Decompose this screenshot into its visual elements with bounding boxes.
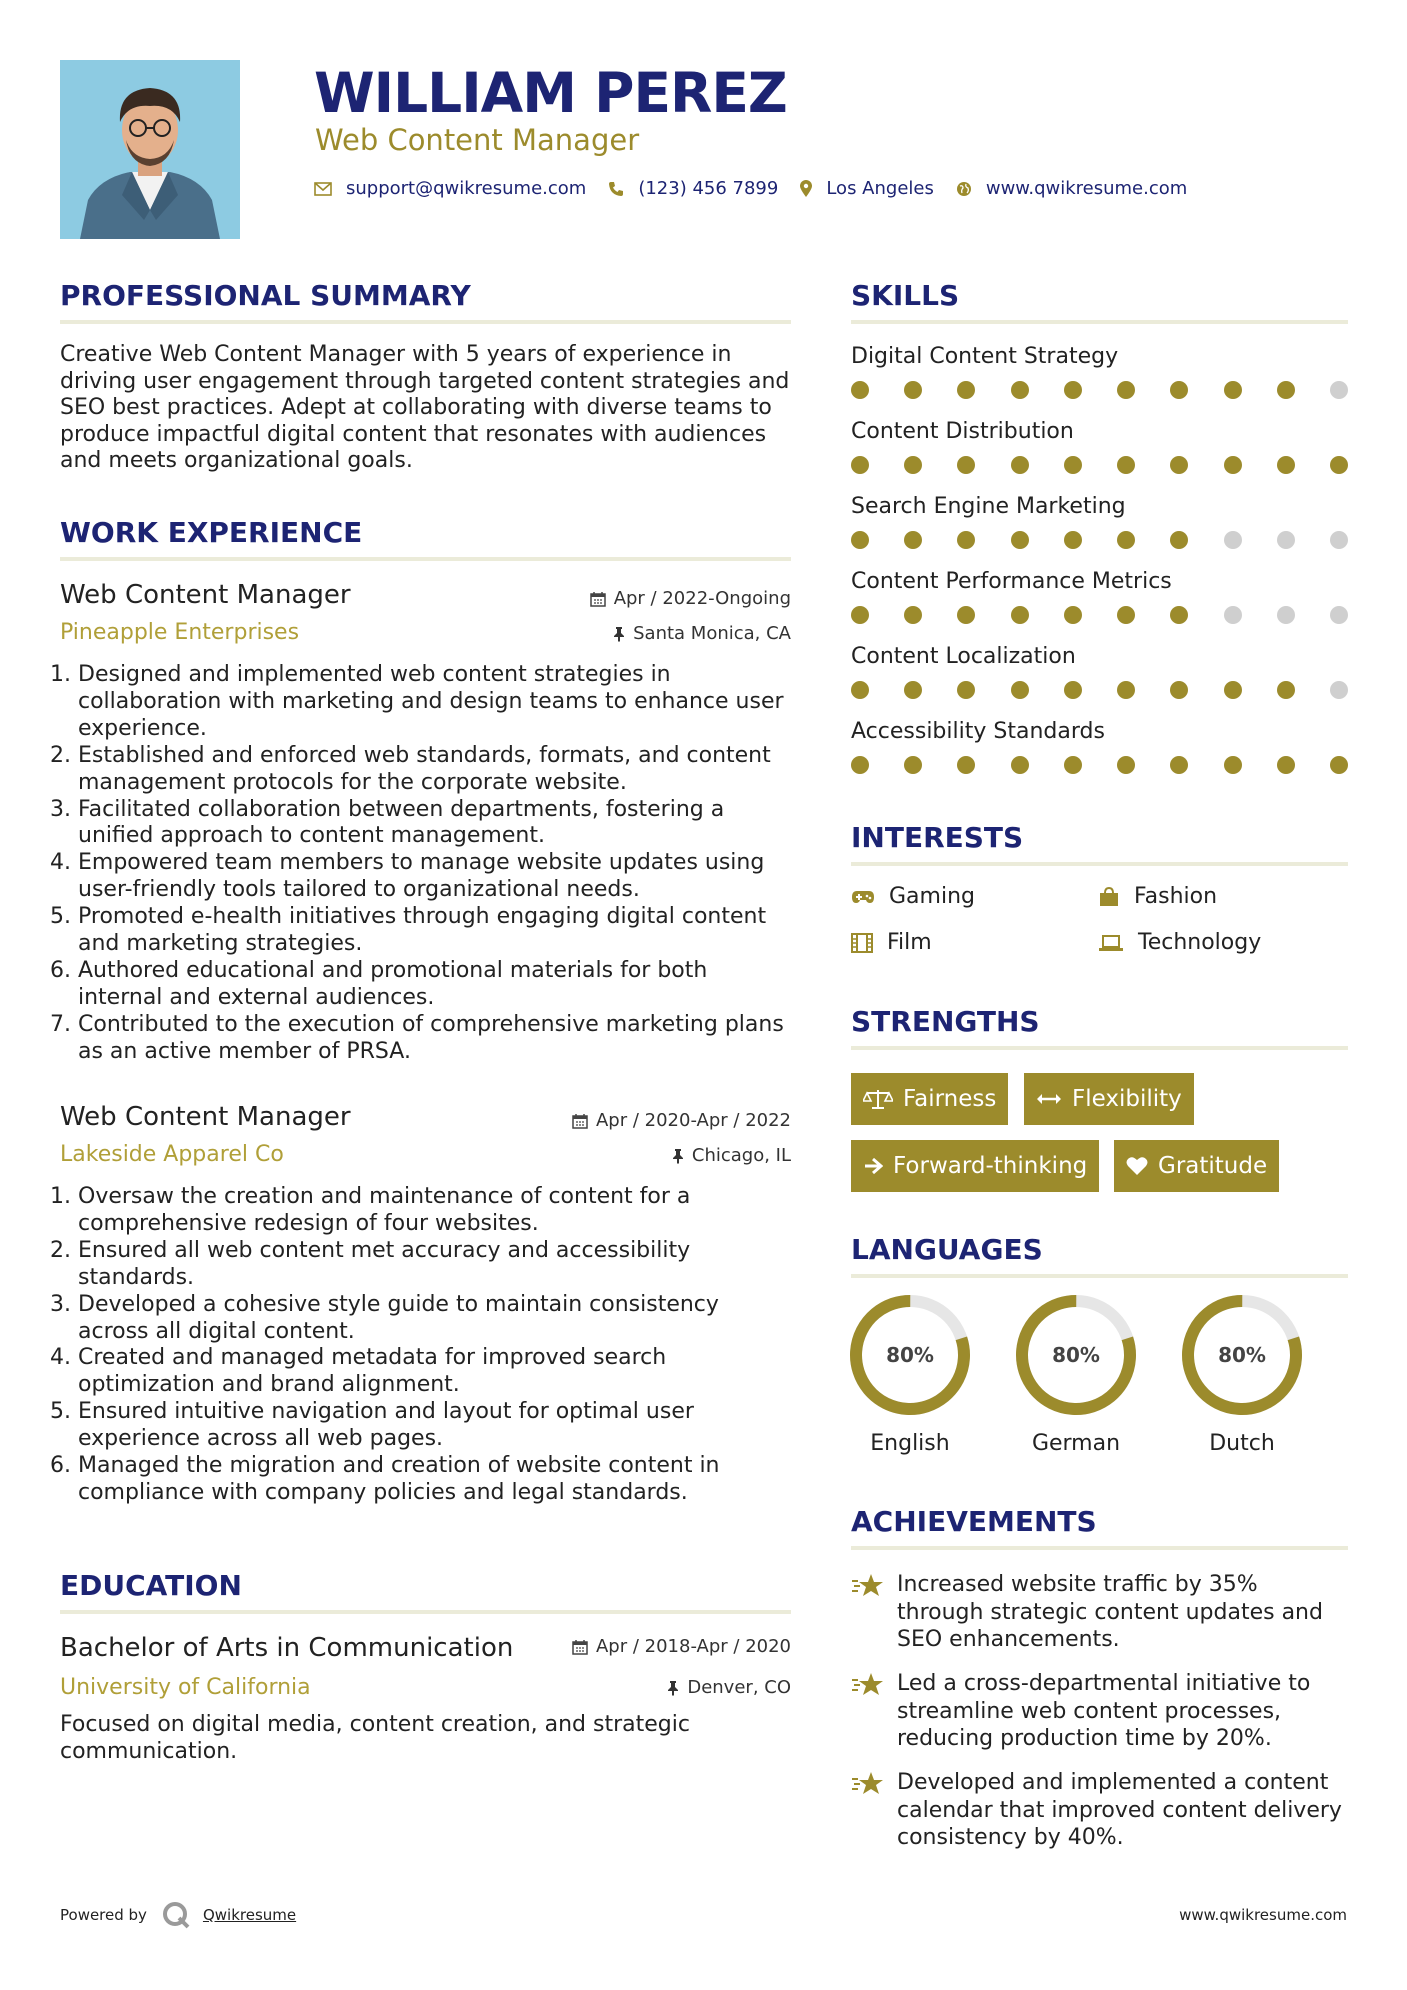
strengths-heading: STRENGTHS xyxy=(851,1005,1040,1038)
skill-rating xyxy=(851,531,1348,549)
gamepad-icon xyxy=(851,889,875,905)
calendar-icon xyxy=(572,1113,588,1129)
star-icon xyxy=(851,1571,897,1654)
skill-dot-filled xyxy=(957,756,975,774)
skill-label: Digital Content Strategy xyxy=(851,344,1119,369)
heart-icon xyxy=(1126,1156,1148,1176)
interests-divider xyxy=(851,862,1348,866)
education-description: Focused on digital media, content creation, and strategic communication. xyxy=(60,1712,690,1764)
list-item: 1. Oversaw the creation and maintenance of content for a comprehensive redesign of four websites. xyxy=(78,1184,760,1238)
skill-dot-filled xyxy=(1224,756,1242,774)
arrows-horizontal-icon xyxy=(1036,1092,1062,1106)
achievement-item xyxy=(851,1670,1351,1753)
skill-rating xyxy=(851,681,1348,699)
skill-dot-filled xyxy=(1064,531,1082,549)
skill-label: Accessibility Standards xyxy=(851,719,1105,744)
list-item: 2. Established and enforced web standards, formats, and content management protocols for the corporate website. xyxy=(78,743,795,797)
education-divider xyxy=(60,1610,791,1614)
skill-dot-filled xyxy=(851,756,869,774)
qwikresume-link[interactable]: Qwikresume xyxy=(202,1906,297,1924)
skill-dot-filled xyxy=(1117,756,1135,774)
skill-dot-filled xyxy=(957,606,975,624)
skill-dot-empty xyxy=(1277,531,1295,549)
skill-dot-empty xyxy=(1330,531,1348,549)
skill-rating xyxy=(851,456,1348,474)
star-icon xyxy=(851,1769,897,1852)
education-dates xyxy=(572,1636,791,1658)
skill-dot-filled xyxy=(851,606,869,624)
skill-dot-filled xyxy=(1064,681,1082,699)
strength-tag xyxy=(1114,1140,1279,1192)
footer-powered-by xyxy=(60,1900,296,1930)
skill-dot-filled xyxy=(1011,456,1029,474)
summary-text: Creative Web Content Manager with 5 years of experience in driving user engagement through targeted content strategies and SEO best practices. Adept at collaborating with diverse teams to produce impactful digital content that resonates with audiences and meets organizational goals. xyxy=(60,342,790,473)
education-heading: EDUCATION xyxy=(60,1569,242,1602)
education-location-text: Denver, CO xyxy=(687,1677,791,1698)
interest-label: Gaming xyxy=(889,884,975,909)
list-item: 5. Promoted e-health initiatives through engaging digital content and marketing strategies. xyxy=(78,904,795,958)
skill-dot-filled xyxy=(957,456,975,474)
education-dates-text: Apr / 2018-Apr / 2020 xyxy=(595,1636,791,1657)
skill-dot-filled xyxy=(851,531,869,549)
strength-label: Fairness xyxy=(903,1086,997,1112)
calendar-icon xyxy=(590,591,606,607)
skill-dot-filled xyxy=(1117,456,1135,474)
candidate-name: WILLIAM PEREZ xyxy=(314,61,787,125)
skill-label: Content Distribution xyxy=(851,419,1074,444)
strength-label: Gratitude xyxy=(1158,1153,1268,1179)
film-icon xyxy=(851,933,873,953)
skill-dot-filled xyxy=(1170,381,1188,399)
skill-dot-filled xyxy=(1117,381,1135,399)
arrow-right-icon xyxy=(863,1157,883,1175)
powered-by-label: Powered by xyxy=(60,1906,147,1924)
skill-dot-filled xyxy=(1277,381,1295,399)
list-item: 5. Ensured intuitive navigation and layout for optimal user experience across all web pages. xyxy=(78,1399,760,1453)
skill-dot-empty xyxy=(1330,381,1348,399)
skill-dot-filled xyxy=(1277,681,1295,699)
language-percent: 80% xyxy=(886,1343,934,1367)
job-location-text: Santa Monica, CA xyxy=(633,623,791,644)
list-item: 3. Facilitated collaboration between departments, fostering a unified approach to content management. xyxy=(78,797,795,851)
calendar-icon xyxy=(572,1639,588,1655)
skill-dot-filled xyxy=(1277,756,1295,774)
balance-scale-icon xyxy=(863,1088,893,1110)
skills-heading: SKILLS xyxy=(851,279,960,312)
skill-dot-filled xyxy=(1170,681,1188,699)
list-item: 6. Authored educational and promotional materials for both internal and external audiences. xyxy=(78,958,795,1012)
job-dates-text: Apr / 2020-Apr / 2022 xyxy=(595,1110,791,1131)
star-icon xyxy=(851,1670,897,1753)
skill-dot-filled xyxy=(1011,606,1029,624)
skill-dot-filled xyxy=(1011,381,1029,399)
skill-label: Search Engine Marketing xyxy=(851,494,1126,519)
interest-item xyxy=(1098,883,1217,911)
interest-label: Film xyxy=(887,930,932,955)
strength-label: Forward-thinking xyxy=(893,1153,1088,1179)
skill-dot-filled xyxy=(1064,456,1082,474)
skill-dot-filled xyxy=(957,381,975,399)
skill-dot-filled xyxy=(1117,681,1135,699)
list-item: 4. Created and managed metadata for improved search optimization and brand alignment. xyxy=(78,1345,760,1399)
candidate-title: Web Content Manager xyxy=(315,123,640,157)
achievement-text: Led a cross-departmental initiative to streamline web content processes, reducing production time by 20%. xyxy=(897,1671,1311,1751)
contact-email[interactable]: support@qwikresume.com xyxy=(346,178,587,199)
contact-location: Los Angeles xyxy=(826,178,934,199)
skill-dot-filled xyxy=(1117,531,1135,549)
skill-dot-filled xyxy=(1170,531,1188,549)
achievement-item xyxy=(851,1769,1351,1852)
interest-item xyxy=(851,929,932,957)
list-item: 3. Developed a cohesive style guide to maintain consistency across all digital content. xyxy=(78,1292,760,1346)
skill-dot-filled xyxy=(1170,456,1188,474)
strength-tag xyxy=(851,1140,1099,1192)
skill-dot-filled xyxy=(1011,756,1029,774)
strength-tag xyxy=(851,1073,1008,1125)
job-responsibilities xyxy=(60,1184,760,1507)
skill-dot-filled xyxy=(957,681,975,699)
skill-dot-filled xyxy=(1011,681,1029,699)
experience-heading: WORK EXPERIENCE xyxy=(60,516,363,549)
laptop-icon xyxy=(1098,934,1124,952)
shopping-bag-icon xyxy=(1098,887,1120,907)
language-percent: 80% xyxy=(1052,1343,1100,1367)
strengths-divider xyxy=(851,1046,1348,1050)
languages-heading: LANGUAGES xyxy=(851,1233,1043,1266)
footer-website[interactable]: www.qwikresume.com xyxy=(1179,1906,1347,1924)
job-location-text: Chicago, IL xyxy=(691,1145,791,1166)
education-degree: Bachelor of Arts in Communication xyxy=(60,1633,514,1663)
achievement-text: Increased website traffic by 35% through strategic content updates and SEO enhancements. xyxy=(897,1572,1323,1652)
skill-dot-filled xyxy=(1170,606,1188,624)
skill-dot-filled xyxy=(904,381,922,399)
contact-bar xyxy=(314,178,1209,199)
profile-photo xyxy=(60,60,240,239)
qwikresume-logo-icon xyxy=(161,1900,191,1930)
pushpin-icon xyxy=(613,626,625,642)
list-item: 2. Ensured all web content met accuracy and accessibility standards. xyxy=(78,1238,760,1292)
language-name: English xyxy=(870,1431,950,1456)
list-item: 6. Managed the migration and creation of website content in compliance with company policies and legal standards. xyxy=(78,1453,760,1507)
education-location xyxy=(667,1677,791,1699)
skill-dot-filled xyxy=(1330,756,1348,774)
experience-divider xyxy=(60,557,791,561)
phone-icon xyxy=(608,181,624,197)
contact-website[interactable]: www.qwikresume.com xyxy=(985,178,1188,199)
skill-rating xyxy=(851,381,1348,399)
interest-label: Technology xyxy=(1138,930,1262,955)
achievement-item xyxy=(851,1571,1351,1654)
skill-dot-filled xyxy=(1224,456,1242,474)
interest-item xyxy=(1098,929,1261,957)
language-name: German xyxy=(1031,1431,1121,1456)
job-dates xyxy=(572,1110,791,1132)
skill-dot-empty xyxy=(1330,681,1348,699)
languages-divider xyxy=(851,1274,1348,1278)
interests-heading: INTERESTS xyxy=(851,821,1024,854)
skill-dot-filled xyxy=(1277,456,1295,474)
language-name: Dutch xyxy=(1209,1431,1275,1456)
job-dates xyxy=(590,588,791,610)
skill-dot-filled xyxy=(1117,606,1135,624)
skill-dot-empty xyxy=(1277,606,1295,624)
job-title: Web Content Manager xyxy=(60,580,351,610)
contact-phone[interactable]: (123) 456 7899 xyxy=(638,178,779,199)
strength-tag xyxy=(1024,1073,1194,1125)
education-school: University of California xyxy=(60,1675,311,1700)
skill-dot-filled xyxy=(957,531,975,549)
job-location xyxy=(672,1145,791,1167)
pushpin-icon xyxy=(667,1680,679,1696)
skill-dot-filled xyxy=(1064,606,1082,624)
interest-item xyxy=(851,883,975,911)
list-item: 7. Contributed to the execution of comprehensive marketing plans as an active member of PRSA. xyxy=(78,1012,795,1066)
skill-dot-filled xyxy=(1224,381,1242,399)
job-company: Pineapple Enterprises xyxy=(60,620,300,645)
job-dates-text: Apr / 2022-Ongoing xyxy=(613,588,791,609)
skill-dot-empty xyxy=(1224,531,1242,549)
skill-label: Content Localization xyxy=(851,644,1076,669)
envelope-icon xyxy=(314,182,332,196)
pushpin-icon xyxy=(672,1148,684,1164)
summary-heading: PROFESSIONAL SUMMARY xyxy=(60,279,471,312)
skill-dot-filled xyxy=(1330,456,1348,474)
skill-dot-filled xyxy=(904,456,922,474)
interest-label: Fashion xyxy=(1134,884,1218,909)
skill-dot-filled xyxy=(1064,381,1082,399)
skill-dot-empty xyxy=(1330,606,1348,624)
globe-icon xyxy=(956,181,972,197)
skill-dot-filled xyxy=(851,681,869,699)
job-location xyxy=(613,623,791,645)
job-responsibilities xyxy=(60,662,795,1066)
skill-dot-filled xyxy=(1224,681,1242,699)
achievements-divider xyxy=(851,1546,1348,1550)
list-item: 1. Designed and implemented web content strategies in collaboration with marketing and design teams to enhance user experience. xyxy=(78,662,795,743)
achievement-text: Developed and implemented a content calendar that improved content delivery consistency by 40%. xyxy=(897,1770,1342,1850)
map-pin-icon xyxy=(800,180,812,198)
skill-dot-filled xyxy=(904,531,922,549)
skill-rating xyxy=(851,756,1348,774)
summary-divider xyxy=(60,320,791,324)
job-company: Lakeside Apparel Co xyxy=(60,1142,284,1167)
skill-dot-filled xyxy=(904,606,922,624)
skill-rating xyxy=(851,606,1348,624)
portrait-illustration xyxy=(60,60,240,239)
strength-label: Flexibility xyxy=(1072,1086,1182,1112)
job-title: Web Content Manager xyxy=(60,1102,351,1132)
skill-dot-filled xyxy=(851,456,869,474)
skill-label: Content Performance Metrics xyxy=(851,569,1172,594)
skill-dot-filled xyxy=(1064,756,1082,774)
achievements-heading: ACHIEVEMENTS xyxy=(851,1505,1097,1538)
skills-divider xyxy=(851,320,1348,324)
list-item: 4. Empowered team members to manage website updates using user-friendly tools tailored to organizational needs. xyxy=(78,850,795,904)
language-percent: 80% xyxy=(1218,1343,1266,1367)
skill-dot-filled xyxy=(851,381,869,399)
skill-dot-filled xyxy=(904,681,922,699)
skill-dot-filled xyxy=(1170,756,1188,774)
skill-dot-empty xyxy=(1224,606,1242,624)
skill-dot-filled xyxy=(1011,531,1029,549)
skill-dot-filled xyxy=(904,756,922,774)
